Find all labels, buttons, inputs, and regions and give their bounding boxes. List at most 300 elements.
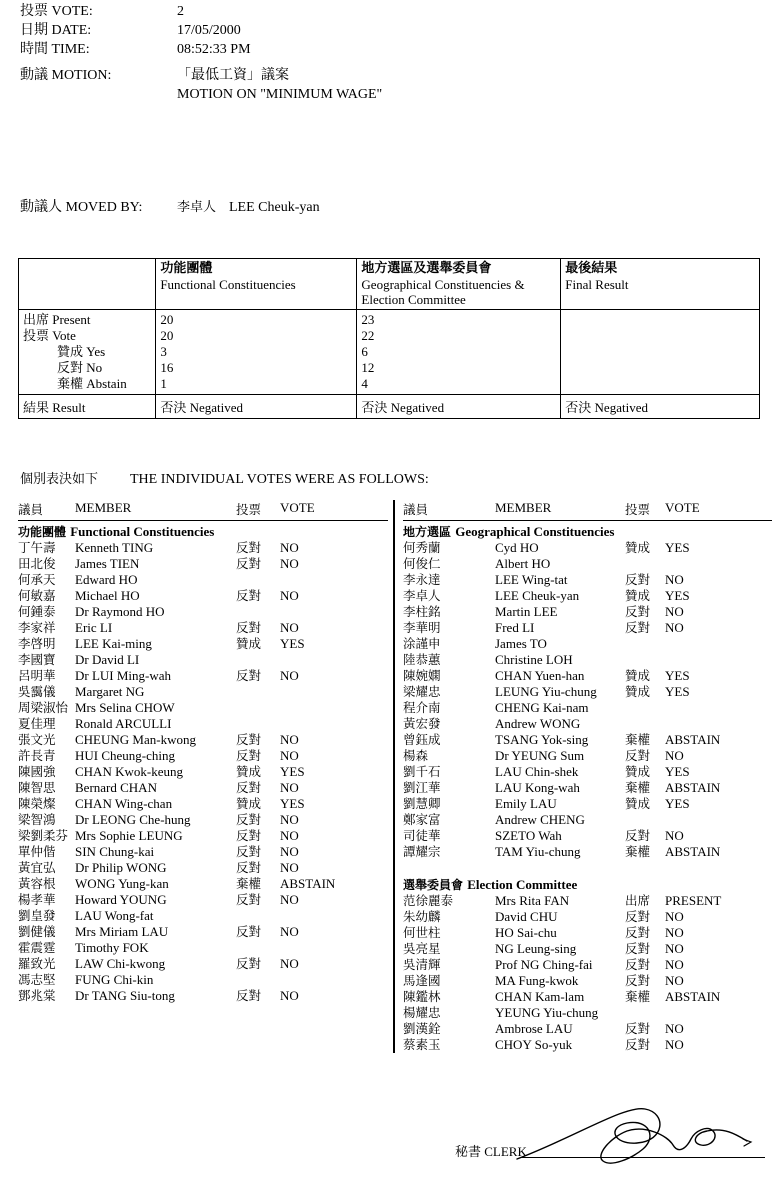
member-name-cn: 梁耀忠 [403, 684, 441, 699]
member-name-cn: 梁智鴻 [18, 812, 56, 827]
summary-header-row [19, 259, 760, 310]
member-name-cn: 張文光 [18, 732, 56, 747]
member-vote-en: NO [665, 909, 684, 924]
member-vote-en: NO [280, 956, 299, 971]
member-vote-en: NO [280, 828, 299, 843]
vote-row [18, 540, 388, 556]
member-vote-en [665, 556, 772, 572]
member-name-cn: 周梁淑怡 [18, 700, 69, 715]
member-name-cn: 陳智思 [18, 780, 56, 795]
member-name-en: David CHU [495, 909, 558, 924]
member-vote-cn: 棄權 [625, 780, 651, 795]
member-vote-en [280, 572, 388, 588]
vote-row [403, 748, 772, 764]
member-name-en: CHOY So-yuk [495, 1037, 573, 1052]
member-name-en: Dr David LI [75, 652, 140, 667]
vote-row [403, 780, 772, 796]
vote-row [18, 652, 388, 668]
member-vote-en: ABSTAIN [665, 732, 721, 747]
member-vote-en: NO [280, 988, 299, 1003]
member-vote-cn: 反對 [236, 988, 262, 1003]
summary-result-functional: 否決 Negatived [156, 395, 357, 419]
member-name-cn: 李華明 [403, 620, 441, 635]
member-vote-cn: 贊成 [625, 540, 651, 555]
member-vote-en: NO [665, 1021, 684, 1036]
moved-by-name-en: LEE Cheuk-yan [229, 200, 320, 215]
member-name-cn: 羅致光 [18, 956, 56, 971]
fc-abstain: 1 [160, 376, 167, 391]
signature-mark [515, 1097, 765, 1177]
vote-row [18, 924, 388, 940]
final-no [565, 360, 755, 376]
member-name-cn: 李柱銘 [403, 604, 441, 619]
vote-row [18, 860, 388, 876]
member-vote-cn [236, 940, 280, 956]
member-name-en: Fred LI [495, 620, 535, 635]
member-vote-en: NO [280, 748, 299, 763]
member-vote-en [665, 716, 772, 732]
member-name-cn: 何秀蘭 [403, 540, 441, 555]
member-vote-cn: 反對 [236, 812, 262, 827]
member-vote-cn: 棄權 [236, 876, 262, 891]
vote-row [403, 844, 772, 860]
member-name-en: Ronald ARCULLI [75, 716, 172, 731]
member-name-en: Prof NG Ching-fai [495, 957, 593, 972]
member-vote-en: NO [665, 620, 684, 635]
vote-row [18, 780, 388, 796]
member-vote-cn: 反對 [236, 732, 262, 747]
member-name-cn: 李啓明 [18, 636, 56, 651]
member-vote-cn: 贊成 [236, 796, 262, 811]
member-vote-cn [236, 972, 280, 988]
member-name-en: SZETO Wah [495, 828, 562, 843]
member-name-cn: 單仲偕 [18, 844, 56, 859]
member-name-en: Dr Raymond HO [75, 604, 165, 619]
member-name-cn: 鄧兆棠 [18, 988, 56, 1003]
section-geographical-en: Geographical Constituencies [455, 524, 615, 539]
member-name-cn: 李卓人 [403, 588, 441, 603]
motion-title-cn: 「最低工資」議案 [177, 68, 289, 83]
vote-row [403, 909, 772, 925]
member-name-cn: 楊耀忠 [403, 1005, 441, 1020]
motion-title-en: MOTION ON "MINIMUM WAGE" [177, 87, 383, 102]
gc-abstain: 4 [361, 376, 368, 391]
member-vote-cn [625, 812, 665, 828]
vote-row [18, 620, 388, 636]
motion-row-en [20, 85, 382, 104]
member-name-en: Ambrose LAU [495, 1021, 573, 1036]
member-name-en: Mrs Sophie LEUNG [75, 828, 183, 843]
member-vote-en: YES [665, 684, 690, 699]
member-vote-en: NO [665, 572, 684, 587]
member-name-cn: 涂謹申 [403, 636, 441, 651]
vote-row [18, 716, 388, 732]
member-vote-cn: 棄權 [625, 989, 651, 1004]
member-name-cn: 馮志堅 [18, 972, 56, 987]
moved-by-block [20, 198, 320, 217]
member-vote-en: YES [665, 668, 690, 683]
vote-row [18, 572, 388, 588]
member-name-en: Mrs Selina CHOW [75, 700, 175, 715]
member-vote-cn: 反對 [625, 957, 651, 972]
vote-row [18, 764, 388, 780]
member-vote-cn [625, 1005, 665, 1021]
member-vote-en [280, 684, 388, 700]
individual-votes-title-cn: 個別表決如下 [20, 472, 99, 487]
vote-summary-table [18, 258, 760, 419]
member-name-cn: 霍震霆 [18, 940, 56, 955]
header-row-date [20, 21, 251, 40]
member-name-en: James TO [495, 636, 547, 651]
member-vote-cn: 贊成 [625, 684, 651, 699]
summary-col-geographical [357, 259, 561, 310]
vote-row [403, 764, 772, 780]
member-vote-en: YES [665, 796, 690, 811]
vote-row [403, 925, 772, 941]
motion-label: 動議 MOTION: [20, 68, 112, 83]
member-vote-en: NO [280, 924, 299, 939]
header-row-vote [20, 2, 251, 21]
clerk-signature-line [521, 1157, 765, 1158]
moved-by-name-cn: 李卓人 [177, 200, 217, 215]
member-vote-cn: 反對 [236, 588, 262, 603]
member-name-en: CHAN Yuen-han [495, 668, 585, 683]
member-name-cn: 黃容根 [18, 876, 56, 891]
member-name-cn: 劉皇發 [18, 908, 56, 923]
fc-yes: 3 [160, 344, 167, 359]
final-yes [565, 344, 755, 360]
vote-row [403, 1005, 772, 1021]
member-vote-en: NO [280, 540, 299, 555]
member-vote-cn: 贊成 [625, 796, 651, 811]
member-name-cn: 劉慧卿 [403, 796, 441, 811]
member-vote-cn: 反對 [625, 620, 651, 635]
vote-row [403, 540, 772, 556]
motion-row [20, 66, 382, 85]
member-name-cn: 劉千石 [403, 764, 441, 779]
member-name-cn: 呂明華 [18, 668, 56, 683]
vote-row [18, 940, 388, 956]
vote-row [403, 732, 772, 748]
member-vote-cn: 出席 [625, 893, 651, 908]
section-functional-cn: 功能團體 [18, 525, 67, 539]
member-name-cn: 楊孝華 [18, 892, 56, 907]
member-name-en: Dr LEONG Che-hung [75, 812, 191, 827]
member-vote-en: ABSTAIN [665, 780, 721, 795]
member-name-en: LEE Wing-tat [495, 572, 568, 587]
member-name-en: TSANG Yok-sing [495, 732, 589, 747]
member-name-en: HO Sai-chu [495, 925, 557, 940]
right-column-headers [403, 500, 772, 520]
member-name-cn: 吳清輝 [403, 957, 441, 972]
document-header [20, 2, 251, 59]
vote-row [403, 700, 772, 716]
summary-body-row [19, 310, 760, 395]
member-vote-cn: 反對 [236, 892, 262, 907]
summary-col-functional [156, 259, 357, 310]
member-vote-cn: 贊成 [236, 764, 262, 779]
member-vote-en [665, 812, 772, 828]
vote-row [403, 604, 772, 620]
member-vote-cn: 反對 [625, 973, 651, 988]
member-name-en: LAU Chin-shek [495, 764, 579, 779]
member-vote-cn: 反對 [625, 925, 651, 940]
member-vote-en [665, 1005, 772, 1021]
member-name-en: Dr LUI Ming-wah [75, 668, 172, 683]
member-vote-cn: 贊成 [625, 764, 651, 779]
vote-row [18, 748, 388, 764]
member-name-en: CHENG Kai-nam [495, 700, 589, 715]
member-vote-en: NO [665, 1037, 684, 1052]
vote-row [403, 893, 772, 909]
member-name-cn: 李家祥 [18, 620, 56, 635]
member-name-en: LAU Kong-wah [495, 780, 580, 795]
member-vote-en: NO [280, 812, 299, 827]
vote-row [403, 989, 772, 1005]
member-name-en: Mrs Miriam LAU [75, 924, 169, 939]
vote-row [18, 732, 388, 748]
votes-column-left [18, 500, 388, 1004]
vote-row [403, 1021, 772, 1037]
member-name-en: HUI Cheung-ching [75, 748, 176, 763]
member-name-en: Dr TANG Siu-tong [75, 988, 175, 1003]
left-header-member-cn: 議員 [18, 502, 44, 517]
member-name-cn: 黃宜弘 [18, 860, 56, 875]
gc-yes: 6 [361, 344, 368, 359]
vote-row [403, 668, 772, 684]
member-vote-cn [625, 716, 665, 732]
member-vote-en [280, 972, 388, 988]
summary-col-geographical-en: Geographical Constituencies & Election Committee [361, 277, 525, 307]
member-name-en: SIN Chung-kai [75, 844, 155, 859]
member-vote-en [280, 604, 388, 620]
member-vote-en: NO [280, 620, 299, 635]
summary-col-geographical-cn: 地方選區及選舉委員會 [361, 261, 492, 276]
member-name-cn: 何俊仁 [403, 556, 441, 571]
member-vote-en [280, 908, 388, 924]
member-name-cn: 朱幼麟 [403, 909, 441, 924]
member-vote-en: NO [280, 780, 299, 795]
member-name-en: LAU Wong-fat [75, 908, 154, 923]
vote-row [403, 556, 772, 572]
summary-col-functional-cn: 功能團體 [160, 261, 213, 276]
left-header-vote-en: VOTE [280, 500, 315, 515]
section-geographical-constituencies [403, 523, 772, 540]
section-functional-constituencies [18, 523, 388, 540]
member-name-cn: 陳國強 [18, 764, 56, 779]
member-name-en: Mrs Rita FAN [495, 893, 570, 908]
vote-row [18, 668, 388, 684]
member-vote-en: YES [665, 540, 690, 555]
summary-col-final-en: Final Result [565, 277, 629, 292]
summary-result-row [19, 395, 760, 419]
vote-row [18, 892, 388, 908]
gc-no: 12 [361, 360, 375, 375]
left-header-vote-cn: 投票 [236, 502, 262, 517]
member-vote-cn: 反對 [236, 860, 262, 875]
summary-result-label: 結果 Result [19, 395, 156, 419]
fc-vote: 20 [160, 328, 174, 343]
summary-row-labels [19, 310, 156, 395]
member-name-en: Michael HO [75, 588, 140, 603]
member-name-en: TAM Yiu-chung [495, 844, 581, 859]
member-vote-cn: 棄權 [625, 732, 651, 747]
vote-row [403, 812, 772, 828]
member-vote-en [280, 716, 388, 732]
member-vote-cn: 贊成 [625, 588, 651, 603]
member-name-cn: 陳榮燦 [18, 796, 56, 811]
vote-row [403, 1037, 772, 1053]
date-value: 17/05/2000 [177, 23, 241, 38]
summary-col-blank [19, 259, 156, 310]
vote-row [403, 716, 772, 732]
member-vote-cn: 反對 [236, 540, 262, 555]
section-geographical-cn: 地方選區 [403, 525, 452, 539]
member-name-cn: 田北俊 [18, 556, 56, 571]
left-header-member-en: MEMBER [75, 500, 132, 515]
member-name-cn: 曾鈺成 [403, 732, 441, 747]
member-name-en: WONG Yung-kan [75, 876, 169, 891]
member-name-cn: 楊森 [403, 748, 429, 763]
member-name-cn: 范徐麗泰 [403, 893, 454, 908]
member-vote-cn [236, 716, 280, 732]
member-vote-en: ABSTAIN [280, 876, 336, 891]
summary-col-final [561, 259, 760, 310]
member-name-en: CHAN Wing-chan [75, 796, 173, 811]
individual-votes-title-en: THE INDIVIDUAL VOTES WERE AS FOLLOWS: [130, 472, 429, 487]
vote-row [403, 652, 772, 668]
section-functional-en: Functional Constituencies [70, 524, 215, 539]
summary-label-abstain: 棄權 Abstain [57, 376, 127, 391]
member-name-cn: 陳鑑林 [403, 989, 441, 1004]
final-present [565, 312, 755, 328]
summary-final-values [561, 310, 760, 395]
moved-by-row [20, 198, 320, 217]
summary-geographical-values [357, 310, 561, 395]
member-name-cn: 夏佳理 [18, 716, 56, 731]
member-vote-cn: 反對 [236, 668, 262, 683]
member-vote-en: NO [280, 844, 299, 859]
vote-row [18, 988, 388, 1004]
member-vote-en [280, 700, 388, 716]
member-name-cn: 馬逢國 [403, 973, 441, 988]
member-name-cn: 吳靄儀 [18, 684, 56, 699]
member-vote-cn: 贊成 [236, 636, 262, 651]
member-vote-cn: 反對 [625, 1021, 651, 1036]
time-value: 08:52:33 PM [177, 42, 251, 57]
member-name-cn: 司徒華 [403, 828, 441, 843]
member-name-cn: 劉江華 [403, 780, 441, 795]
member-vote-cn: 反對 [625, 941, 651, 956]
moved-by-label: 動議人 MOVED BY: [20, 200, 143, 215]
summary-label-vote: 投票 Vote [23, 328, 76, 343]
member-vote-cn: 反對 [625, 1037, 651, 1052]
time-label: 時間 TIME: [20, 42, 90, 57]
member-vote-cn: 反對 [625, 572, 651, 587]
member-vote-en [665, 636, 772, 652]
vote-row [403, 796, 772, 812]
right-header-vote-en: VOTE [665, 500, 700, 515]
section-election-committee-cn: 選舉委員會 [403, 878, 464, 892]
right-header-vote-cn: 投票 [625, 502, 651, 517]
section-election-committee [403, 876, 772, 893]
member-name-en: LEUNG Yiu-chung [495, 684, 597, 699]
member-vote-en: ABSTAIN [665, 989, 721, 1004]
member-name-cn: 鄭家富 [403, 812, 441, 827]
member-vote-cn: 反對 [625, 909, 651, 924]
member-name-en: Dr Philip WONG [75, 860, 167, 875]
summary-label-no: 反對 No [57, 360, 103, 375]
section-gap [403, 860, 772, 876]
vote-row [403, 684, 772, 700]
member-vote-cn: 反對 [625, 748, 651, 763]
member-vote-cn: 棄權 [625, 844, 651, 859]
member-vote-en: NO [665, 957, 684, 972]
member-vote-cn [236, 604, 280, 620]
vote-row [18, 700, 388, 716]
final-abstain [565, 376, 755, 392]
member-vote-en: PRESENT [665, 893, 722, 908]
left-column-headers [18, 500, 388, 520]
vote-row [18, 876, 388, 892]
member-name-en: Bernard CHAN [75, 780, 157, 795]
member-vote-en: YES [665, 588, 690, 603]
member-vote-cn: 反對 [236, 956, 262, 971]
member-vote-cn: 贊成 [625, 668, 651, 683]
member-vote-cn: 反對 [236, 828, 262, 843]
vote-label: 投票 VOTE: [20, 4, 93, 19]
member-vote-en [280, 940, 388, 956]
motion-block [20, 66, 382, 104]
member-vote-cn [236, 908, 280, 924]
fc-present: 20 [160, 312, 174, 327]
right-header-member-en: MEMBER [495, 500, 552, 515]
vote-row [18, 828, 388, 844]
member-vote-en: ABSTAIN [665, 844, 721, 859]
vote-row [403, 572, 772, 588]
member-vote-en: YES [280, 636, 305, 651]
member-name-cn: 李永達 [403, 572, 441, 587]
member-vote-en: NO [665, 925, 684, 940]
member-name-cn: 黃宏發 [403, 716, 441, 731]
summary-result-geographical: 否決 Negatived [357, 395, 561, 419]
member-name-en: Albert HO [495, 556, 551, 571]
vote-row [403, 620, 772, 636]
member-name-en: Kenneth TING [75, 540, 154, 555]
member-vote-en: NO [665, 748, 684, 763]
votes-column-right [393, 500, 772, 1053]
vote-row [403, 636, 772, 652]
member-name-cn: 陸恭蕙 [403, 652, 441, 667]
member-vote-en: NO [280, 892, 299, 907]
member-name-cn: 何鍾泰 [18, 604, 56, 619]
section-election-committee-en: Election Committee [467, 877, 578, 892]
header-row-time [20, 40, 251, 59]
member-vote-en: YES [665, 764, 690, 779]
vote-row [403, 828, 772, 844]
member-name-en: James TIEN [75, 556, 140, 571]
date-label: 日期 DATE: [20, 23, 92, 38]
fc-no: 16 [160, 360, 174, 375]
member-name-en: Howard YOUNG [75, 892, 167, 907]
right-header-rule [403, 520, 772, 521]
member-vote-cn [236, 684, 280, 700]
final-vote [565, 328, 755, 344]
right-header-member-cn: 議員 [403, 502, 429, 517]
gc-present: 23 [361, 312, 375, 327]
member-name-en: LEE Cheuk-yan [495, 588, 580, 603]
member-vote-en: NO [280, 860, 299, 875]
